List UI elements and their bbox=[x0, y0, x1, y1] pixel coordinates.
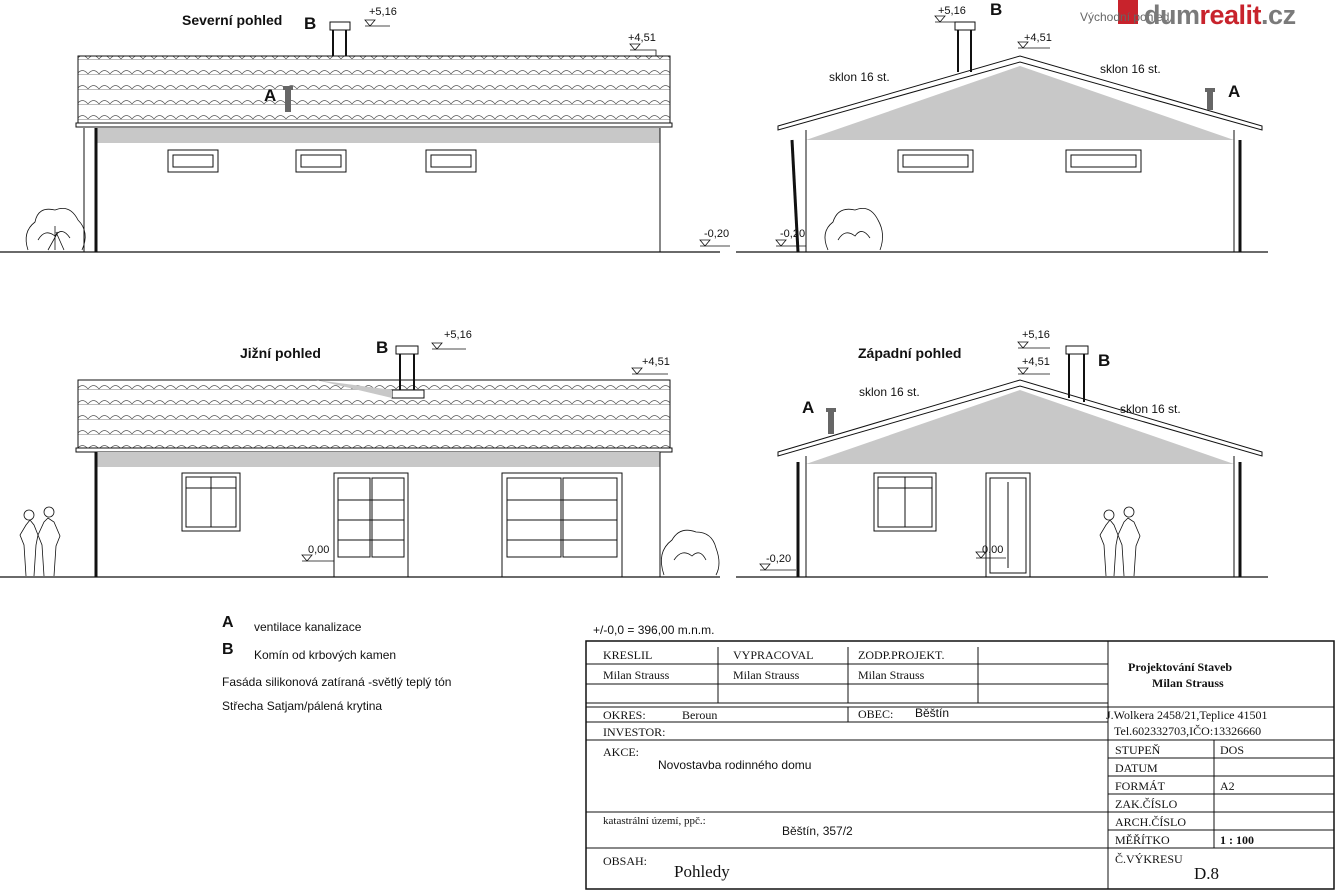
obec-value: Běštín bbox=[915, 706, 950, 720]
slope-label: sklon 16 st. bbox=[829, 70, 890, 84]
obec-header: OBEC: bbox=[858, 707, 894, 721]
level-label: 0,00 bbox=[308, 544, 330, 556]
south-elevation bbox=[0, 343, 720, 577]
datum-note: +/-0,0 = 396,00 m.n.m. bbox=[593, 623, 715, 637]
meritko-value: 1 : 100 bbox=[1220, 833, 1254, 847]
firm-name: Projektování Staveb bbox=[1128, 660, 1233, 674]
ku-header: katastrální území, ppč.: bbox=[603, 815, 706, 827]
akce-value: Novostavba rodinného domu bbox=[658, 758, 812, 772]
stupen-header: STUPEŇ bbox=[1115, 743, 1161, 757]
slope-label: sklon 16 st. bbox=[1100, 62, 1161, 76]
legend-facade: Fasáda silikonová zatíraná -světlý teplý tón bbox=[222, 675, 452, 689]
ku-value: Běštín, 357/2 bbox=[782, 824, 853, 838]
legend-b-key: B bbox=[222, 641, 234, 658]
firm-contact: Tel.602332703,IČO:13326660 bbox=[1114, 724, 1262, 738]
marker-b-south: B bbox=[376, 338, 389, 357]
marker-a-north: A bbox=[264, 86, 277, 105]
level-label: +4,51 bbox=[642, 356, 670, 368]
format-value: A2 bbox=[1220, 779, 1235, 793]
firm-address: J.Wolkera 2458/21,Teplice 41501 bbox=[1106, 708, 1268, 722]
kreslil-value: Milan Strauss bbox=[603, 668, 670, 682]
meritko-header: MĚŘÍTKO bbox=[1115, 833, 1170, 847]
marker-b-east: B bbox=[990, 0, 1003, 19]
dumrealit-logo: dumrealit.cz bbox=[1144, 0, 1296, 30]
okres-value: Beroun bbox=[682, 708, 718, 722]
legend-a-key: A bbox=[222, 614, 234, 631]
slope-label: sklon 16 st. bbox=[1120, 402, 1181, 416]
cv-header: Č.VÝKRESU bbox=[1115, 852, 1183, 866]
legend-b-text: Komín od krbových kamen bbox=[254, 648, 397, 662]
akce-header: AKCE: bbox=[603, 745, 639, 759]
zodp-value: Milan Strauss bbox=[858, 668, 925, 682]
cv-value: D.8 bbox=[1194, 864, 1220, 883]
level-label: +5,16 bbox=[369, 6, 397, 18]
marker-a-west: A bbox=[802, 398, 815, 417]
level-label: +5,16 bbox=[1022, 329, 1050, 341]
north-elevation bbox=[0, 20, 730, 252]
east-elevation bbox=[736, 16, 1268, 252]
firm-owner: Milan Strauss bbox=[1152, 676, 1224, 690]
marker-b-north: B bbox=[304, 14, 317, 33]
legend-roof: Střecha Satjam/pálená krytina bbox=[222, 699, 383, 713]
east-view-title: Východní pohled bbox=[1080, 10, 1170, 24]
legend-a-text: ventilace kanalizace bbox=[254, 620, 362, 634]
level-label: -0,20 bbox=[766, 553, 792, 565]
south-view-title: Jižní pohled bbox=[240, 345, 321, 361]
investor-header: INVESTOR: bbox=[603, 725, 666, 739]
okres-header: OKRES: bbox=[603, 708, 646, 722]
level-label: +4,51 bbox=[1024, 32, 1052, 44]
level-label: 0,00 bbox=[982, 544, 1004, 556]
stupen-value: DOS bbox=[1220, 743, 1245, 757]
level-label: +5,16 bbox=[444, 329, 472, 341]
datum-header: DATUM bbox=[1115, 761, 1158, 775]
north-view-title: Severní pohled bbox=[182, 12, 283, 28]
level-label: -0,20 bbox=[704, 228, 730, 240]
vypracoval-header: VYPRACOVAL bbox=[733, 648, 814, 662]
arch-header: ARCH.ČÍSLO bbox=[1115, 815, 1187, 829]
slope-label: sklon 16 st. bbox=[859, 385, 920, 399]
west-view-title: Západní pohled bbox=[858, 345, 962, 361]
obsah-header: OBSAH: bbox=[603, 854, 648, 868]
level-label: +4,51 bbox=[1022, 356, 1050, 368]
kreslil-header: KRESLIL bbox=[603, 648, 653, 662]
vypracoval-value: Milan Strauss bbox=[733, 668, 800, 682]
zodp-header: ZODP.PROJEKT. bbox=[858, 648, 945, 662]
level-label: +4,51 bbox=[628, 32, 656, 44]
level-label: -0,20 bbox=[780, 228, 806, 240]
marker-b-west: B bbox=[1098, 351, 1111, 370]
format-header: FORMÁT bbox=[1115, 779, 1166, 793]
marker-a-east: A bbox=[1228, 82, 1241, 101]
level-label: +5,16 bbox=[938, 5, 966, 17]
west-elevation bbox=[736, 342, 1268, 577]
obsah-value: Pohledy bbox=[674, 862, 730, 881]
zak-header: ZAK.ČÍSLO bbox=[1115, 797, 1178, 811]
